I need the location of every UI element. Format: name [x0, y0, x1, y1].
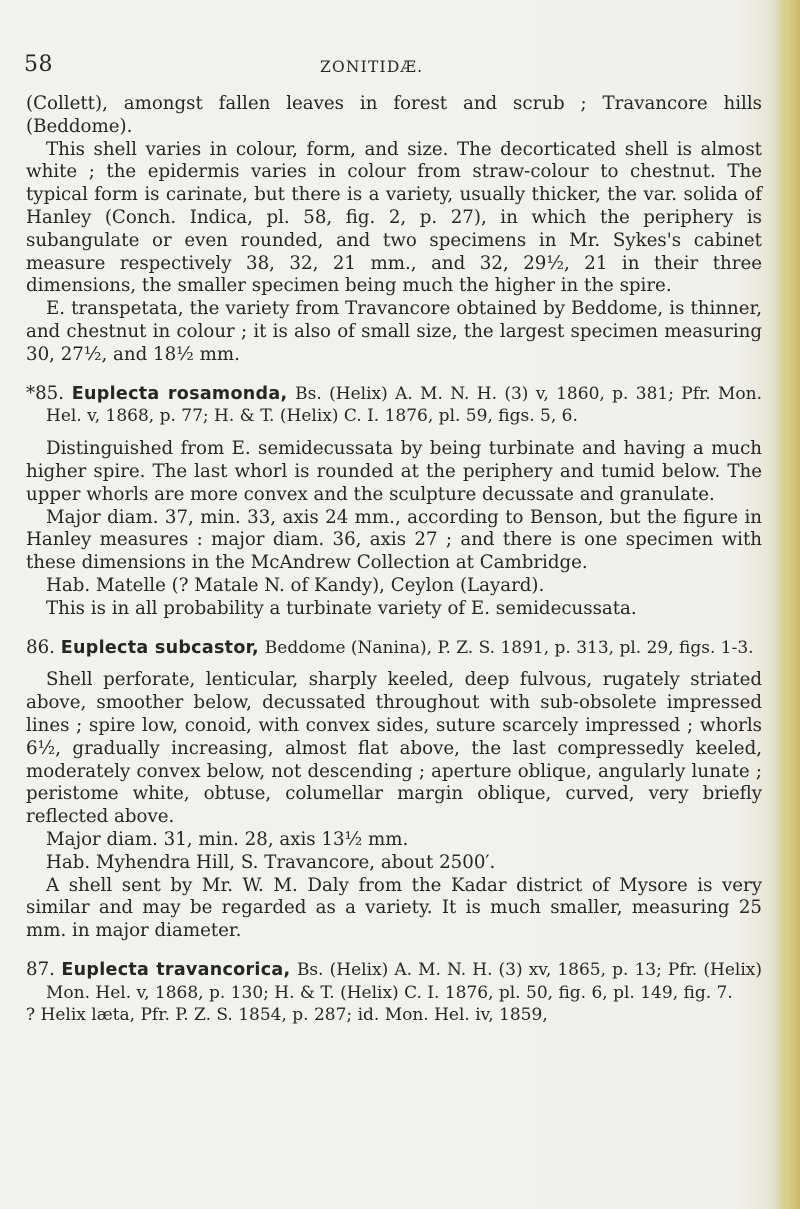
entry-number: *85.	[26, 382, 65, 404]
paragraph: Shell perforate, lenticular, sharply keeled, deep fulvous, rugately striated above, smoother below, decussated throughout with sub-obsolete impressed lines ; spire low, conoid, with convex sides, suture scarcely impressed ; whorls 6½, gradually increasing, almost flat above, the last compressedly keeled, moderately convex below, not descending ; aperture oblique, angularly lunate ; peristome white, obtuse, columellar margin oblique, curved, very briefly reflected above.	[26, 669, 762, 828]
synonym-text: ? Helix læta, Pfr. P. Z. S. 1854, p. 287; id. Mon. Hel. iv, 1859,	[26, 1005, 548, 1026]
species-references: Beddome (Nanina), P. Z. S. 1891, p. 313, pl. 29, figs. 1-3.	[264, 637, 754, 658]
paragraph: Major diam. 37, min. 33, axis 24 mm., according to Benson, but the figure in Hanley measures : major diam. 36, axis 27 ; and there is one specimen with these dimensions in the McAndrew Collection at Cambridge.	[26, 506, 762, 574]
page-number: 58	[24, 52, 53, 77]
species-name: Euplecta subcastor,	[60, 637, 259, 658]
species-entry-heading	[26, 637, 762, 660]
species-name: Euplecta travancorica,	[61, 959, 291, 980]
paragraph: E. transpetata, the variety from Travancore obtained by Beddome, is thinner, and chestnut in colour ; it is also of small size, the largest specimen measuring 30, 27½, and 18½ mm.	[26, 298, 762, 365]
species-entry-heading	[26, 383, 762, 429]
paragraph: Distinguished from E. semidecussata by being turbinate and having a much higher spire. The last whorl is rounded at the periphery and tumid below. The upper whorls are more convex and the sculpture decussate and granulate.	[26, 438, 762, 505]
running-head: ZONITIDÆ.	[320, 58, 424, 76]
entry-number: 87.	[26, 958, 55, 980]
page-header	[0, 52, 780, 82]
species-name: Euplecta rosamonda,	[71, 383, 288, 404]
paragraph: Major diam. 31, min. 28, axis 13½ mm.	[46, 828, 409, 850]
page-edge-shading	[778, 0, 800, 1209]
species-references: Bs. (Helix) A. M. N. H. (3) v, 1860, p. 381; Pfr. Mon. Hel. v, 1868, p. 77; H. & T. (Helix) C. I. 1876, pl. 59, figs. 5, 6.	[46, 383, 762, 427]
paragraph: (Collett), amongst fallen leaves in forest and scrub ; Travancore hills (Beddome).	[26, 93, 762, 137]
synonym-line	[26, 1004, 762, 1027]
body-text	[26, 93, 762, 1027]
entry-number: 86.	[26, 636, 55, 658]
species-references: Bs. (Helix) A. M. N. H. (3) xv, 1865, p. 13; Pfr. (Helix) Mon. Hel. v, 1868, p. 130; H. & T. (Helix) C. I. 1876, pl. 50, fig. 6, pl. 149, fig. 7.	[46, 959, 762, 1003]
paragraph: This shell varies in colour, form, and size. The decorticated shell is almost white ; the epidermis varies in colour from straw-colour to chestnut. The typical form is carinate, but there is a variety, usually thicker, the var. solida of Hanley (Conch. Indica, pl. 58, fig. 2, p. 27), in which the periphery is subangulate or even rounded, and two specimens in Mr. Sykes's cabinet measure respectively 38, 32, 21 mm., and 32, 29½, 21 in their three dimensions, the smaller specimen being much the higher in the spire.	[26, 138, 762, 297]
paragraph: A shell sent by Mr. W. M. Daly from the Kadar district of Mysore is very similar and may be regarded as a variety. It is much smaller, measuring 25 mm. in major diameter.	[26, 874, 762, 942]
habitat-line: Hab. Matelle (? Matale N. of Kandy), Ceylon (Layard).	[46, 574, 545, 596]
habitat-line: Hab. Myhendra Hill, S. Travancore, about 2500′.	[46, 851, 496, 873]
paragraph: This is in all probability a turbinate variety of E. semidecussata.	[46, 597, 637, 619]
species-entry-heading	[26, 959, 762, 1005]
